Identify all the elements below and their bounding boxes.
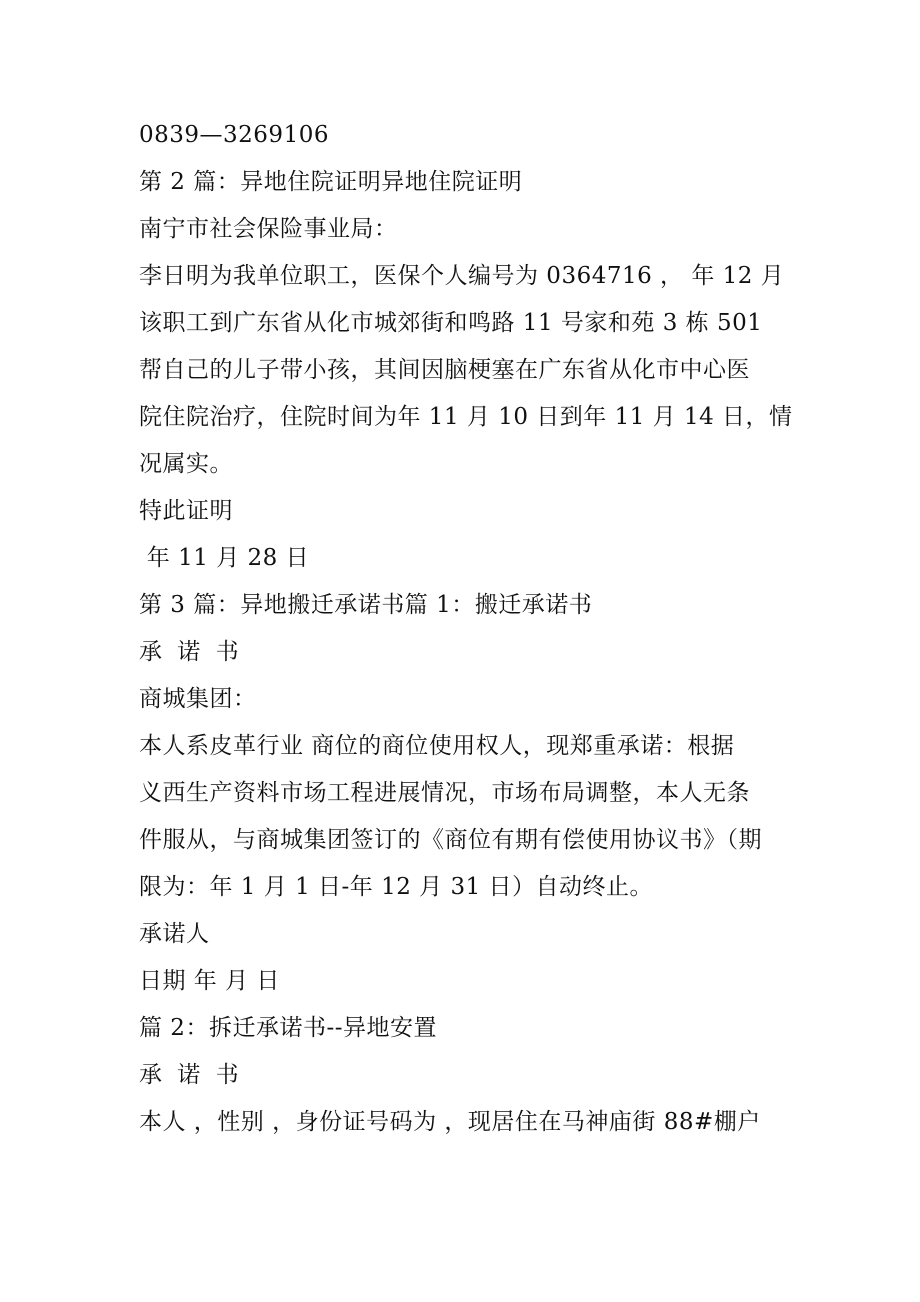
section3-addressee: 商城集团： [139, 686, 257, 712]
section3-body-line-4: 限为：年 1 月 1 日-年 12 月 31 日）自动终止。 [139, 874, 654, 900]
section3-body-line-3: 件服从，与商城集团签订的《商位有期有偿使用协议书》（期 [139, 827, 762, 853]
phone-number: 0839—3269106 [139, 122, 329, 148]
article2-heading: 篇 2：拆迁承诺书--异地安置 [139, 1015, 437, 1041]
section3-body-line-1: 本人系皮革行业 商位的商位使用权人，现郑重承诺：根据 [139, 733, 735, 759]
article2-body-line-1: 本人 ，性别 ，身份证号码为 ，现居住在马神庙街 88#棚户 [139, 1109, 761, 1135]
document-content [139, 112, 799, 1146]
section3-date-line: 日期 年 月 日 [139, 968, 280, 994]
section2-body-line-3: 帮自己的儿子带小孩，其间因脑梗塞在广东省从化市中心医 [139, 357, 750, 383]
article2-title: 承 诺 书 [139, 1062, 243, 1088]
section2-body-line-4: 院住院治疗，住院时间为年 11 月 10 日到年 11 月 14 日，情 [139, 404, 793, 430]
section2-heading: 第 2 篇：异地住院证明异地住院证明 [139, 169, 523, 195]
section3-body-line-2: 义西生产资料市场工程进展情况，市场布局调整，本人无条 [139, 780, 750, 806]
section2-date: 年 11 月 28 日 [139, 545, 310, 571]
section3-heading: 第 3 篇：异地搬迁承诺书篇 1：搬迁承诺书 [139, 592, 593, 618]
section3-signer: 承诺人 [139, 921, 210, 947]
section3-title: 承 诺 书 [139, 639, 243, 665]
section2-body-line-2: 该职工到广东省从化市城郊街和鸣路 11 号家和苑 3 栋 501 [139, 310, 763, 336]
section2-body-line-1: 李日明为我单位职工，医保个人编号为 0364716 ， 年 12 月 [139, 263, 785, 289]
section2-closing: 特此证明 [139, 498, 233, 524]
section2-addressee: 南宁市社会保险事业局： [139, 216, 398, 242]
section2-body-line-5: 况属实。 [139, 451, 233, 477]
